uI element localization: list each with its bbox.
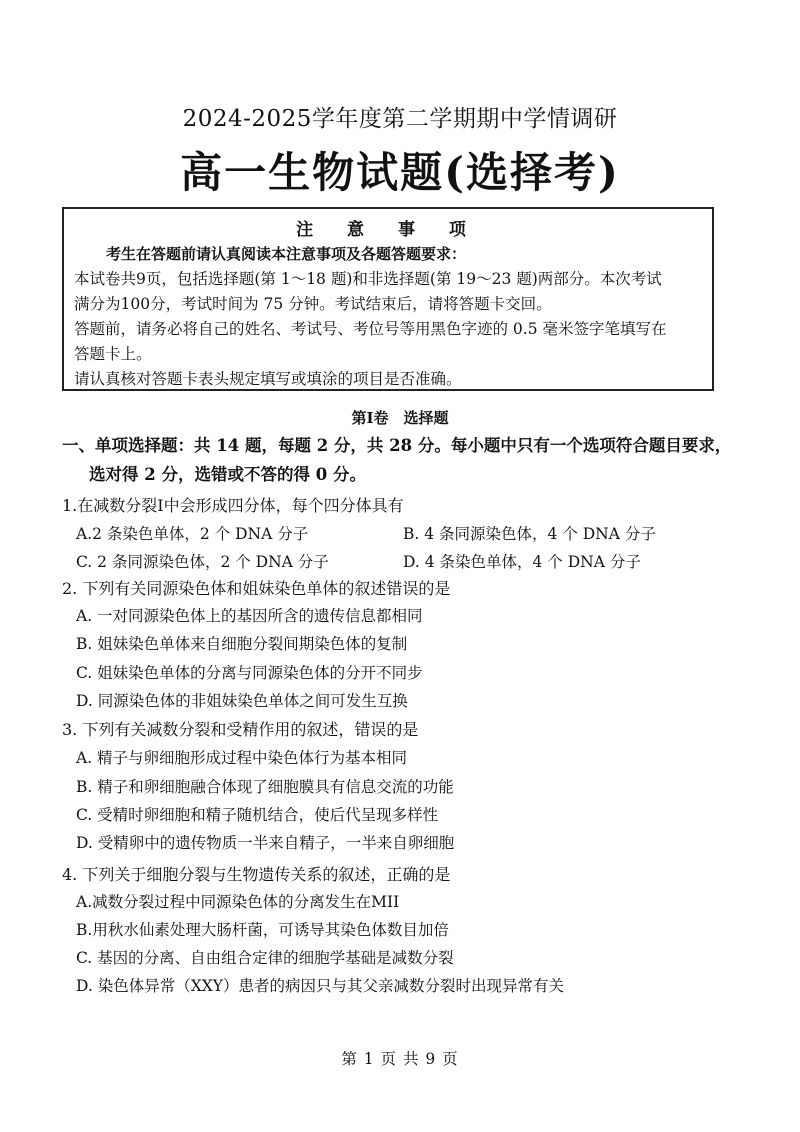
- question-option: C. 受精时卵细胞和精子随机结合，使后代呈现多样性: [76, 806, 439, 824]
- exam-title: 高一生物试题(选择考): [180, 148, 620, 197]
- section-heading: 第Ⅰ卷 选择题: [351, 409, 449, 427]
- question-stem: 3. 下列有关减数分裂和受精作用的叙述，错误的是: [62, 720, 419, 739]
- notice-line: 答题卡上。: [74, 345, 152, 363]
- question-option: D. 同源染色体的非姐妹染色单体之间可发生互换: [76, 692, 408, 710]
- notice-line: 本试卷共9页，包括选择题(第 1～18 题)和非选择题(第 19～23 题)两部分。本次考试: [74, 270, 662, 288]
- question-option: C. 姐妹染色单体的分离与同源染色体的分开不同步: [76, 664, 423, 682]
- page-number: 第 1 页 共 9 页: [341, 1050, 459, 1068]
- question-stem: 1.在减数分裂Ⅰ中会形成四分体，每个四分体具有: [62, 496, 404, 515]
- question-option: A. 一对同源染色体上的基因所含的遗传信息都相同: [76, 607, 423, 625]
- question-stem: 4. 下列关于细胞分裂与生物遗传关系的叙述，正确的是: [62, 865, 451, 884]
- question-option: B. 姐妹染色单体来自细胞分裂间期染色体的复制: [76, 635, 408, 653]
- question-option: B.用秋水仙素处理大肠杆菌，可诱导其染色体数目加倍: [76, 921, 449, 939]
- question-option: D. 染色体异常（XXY）患者的病因只与其父亲减数分裂时出现异常有关: [76, 977, 565, 995]
- question-option: C. 基因的分离、自由组合定律的细胞学基础是减数分裂: [76, 949, 454, 967]
- notice-lead: 考生在答题前请认真阅读本注意事项及各题答题要求：: [106, 245, 467, 263]
- notice-box: [62, 207, 714, 391]
- notice-heading: 注 意 事 项: [296, 220, 480, 240]
- question-option: A. 精子与卵细胞形成过程中染色体行为基本相同: [76, 749, 408, 767]
- question-stem: 2. 下列有关同源染色体和姐妹染色单体的叙述错误的是: [62, 579, 451, 598]
- question-option: B. 4 条同源染色体，4 个 DNA 分子: [403, 525, 656, 543]
- exam-subtitle: 2024-2025学年度第二学期期中学情调研: [182, 106, 618, 132]
- notice-line: 满分为100分，考试时间为 75 分钟。考试结束后，请将答题卡交回。: [74, 295, 552, 313]
- part-instructions: 一、单项选择题：共 14 题，每题 2 分，共 28 分。每小题中只有一个选项符合题目要求，: [62, 436, 732, 455]
- question-option: A.2 条染色单体，2 个 DNA 分子: [76, 525, 309, 543]
- notice-line: 请认真核对答题卡表头规定填写或填涂的项目是否准确。: [74, 370, 462, 388]
- question-option: D. 4 条染色单体，4 个 DNA 分子: [403, 553, 641, 571]
- question-option: D. 受精卵中的遗传物质一半来自精子，一半来自卵细胞: [76, 834, 455, 852]
- question-option: C. 2 条同源染色体，2 个 DNA 分子: [76, 553, 329, 571]
- part-instructions: 选对得 2 分，选错或不答的得 0 分。: [89, 465, 366, 484]
- question-option: A.减数分裂过程中同源染色体的分离发生在MII: [76, 893, 400, 911]
- question-option: B. 精子和卵细胞融合体现了细胞膜具有信息交流的功能: [76, 778, 454, 796]
- notice-line: 答题前，请务必将自己的姓名、考试号、考位号等用黑色字迹的 0.5 毫米签字笔填写在: [74, 320, 667, 338]
